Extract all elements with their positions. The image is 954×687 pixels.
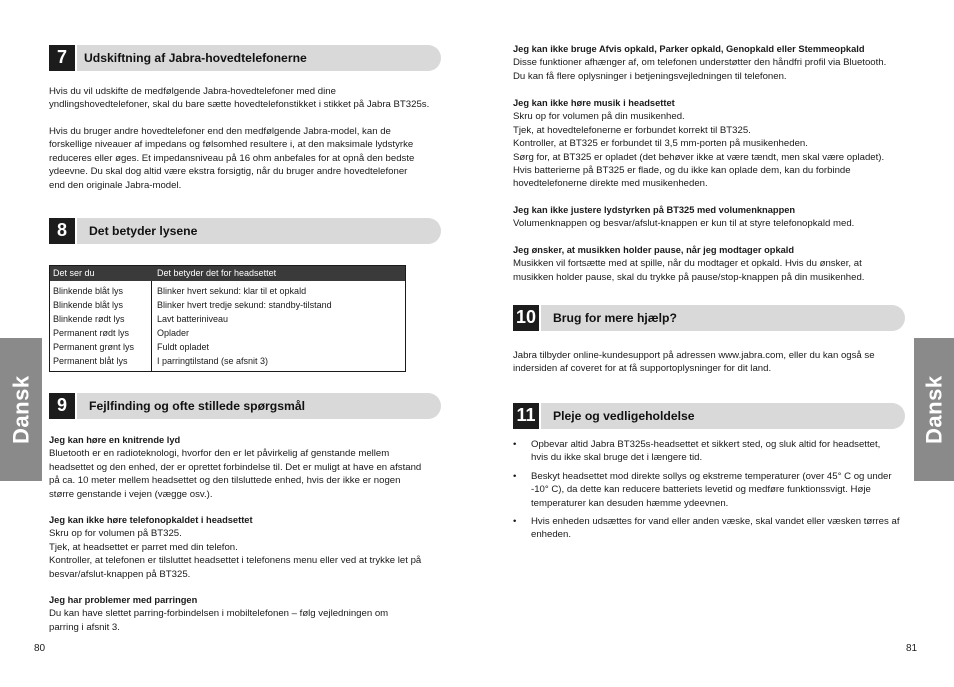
list-item: [513, 470, 899, 510]
text-line: temperaturer kan desuden hæmme ydeevnen.: [531, 497, 729, 509]
care-instructions-list: [513, 438, 899, 547]
text-line: Hvis batterierne på BT325 er flade, og du ikke kan oplade dem, kan du forbinde: [513, 165, 851, 177]
text-line: Hvis du bruger andre hovedtelefoner end den medfølgende Jabra-model, kan de: [49, 126, 391, 137]
text-line: end den originale Jabra-model.: [49, 179, 182, 191]
faq-question: Jeg kan ikke bruge Afvis opkald, Parker opkald, Genopkald eller Stemmeopkald: [513, 44, 865, 54]
text-line: besvar/afslut-knappen på BT325.: [49, 568, 191, 580]
text-line: Musikken vil fortsætte med at spille, når du modtager et opkald. Hvis du ønsker, at: [513, 258, 862, 270]
text-line: indersiden af coveret for at få supportoplysninger for dit land.: [513, 363, 772, 375]
table-cell: Blinker hvert tredje sekund: standby-tilstand: [157, 300, 332, 310]
text-line: på ca. 10 meter mellem headsettet og den tilsluttede enhed, hvis der ikke er nogen: [49, 475, 401, 487]
text-line: ydeevne. Du skal dog altid være ekstra forsigtig, når du bruger andre hovedtelefoner: [49, 166, 408, 178]
language-tab-label: Dansk: [8, 375, 34, 444]
table-row: [50, 312, 405, 326]
section-7-paragraph-1: [49, 85, 429, 112]
table-row: [50, 284, 405, 298]
faq-call-functions: [513, 43, 886, 83]
section-7-paragraph-2: [49, 125, 414, 192]
faq-music-pause: [513, 244, 864, 284]
list-item: [513, 438, 899, 465]
section-9-header: [49, 393, 441, 419]
text-line: større genstande i vejen (vægge osv.).: [49, 488, 213, 500]
text-line: enheden.: [531, 529, 572, 541]
faq-question: Jeg ønsker, at musikken holder pause, når jeg modtager opkald: [513, 245, 795, 255]
section-10-paragraph: [513, 349, 875, 376]
section-11-header: [513, 403, 905, 429]
section-title: Brug for mere hjælp?: [553, 311, 677, 325]
section-number: 8: [49, 218, 75, 244]
table-cell: Permanent grønt lys: [53, 342, 135, 352]
text-line: Tjek, at hovedtelefonerne er forbundet korrekt til BT325.: [513, 124, 751, 136]
section-number: 9: [49, 393, 75, 419]
faq-crackling-sound: [49, 434, 421, 501]
text-line: Hvis du vil udskifte de medfølgende Jabra-hovedtelefoner med dine: [49, 86, 336, 97]
language-side-tab-left: [0, 338, 42, 481]
table-cell: Permanent blåt lys: [53, 356, 128, 366]
table-row: [50, 340, 405, 354]
text-line: -10° C), da dette kan reducere batteriets levetid og medføre funktionssvigt. Høje: [531, 484, 871, 496]
text-line: Disse funktioner afhænger af, om telefonen understøtter den håndfri profil via Bluetooth.: [513, 57, 887, 69]
section-title: Udskiftning af Jabra-hovedtelefonerne: [84, 51, 307, 65]
text-line: • Beskyt headsettet mod direkte sollys og ekstreme temperaturer (over 45° C og under: [531, 470, 892, 482]
table-cell: Blinkende blåt lys: [53, 286, 124, 296]
table-cell: Blinkende blåt lys: [53, 300, 124, 310]
table-row: [50, 298, 405, 312]
section-8-header: [49, 218, 441, 244]
section-number: 7: [49, 45, 75, 71]
text-line: musikken holder pause, skal du trykke på pause/stop-knappen på din musikenhed.: [513, 271, 865, 283]
text-line: Bluetooth er en radioteknologi, hvorfor den er let påvirkelig af genstande mellem: [49, 448, 390, 460]
faq-question: Jeg kan høre en knitrende lyd: [49, 435, 181, 445]
faq-question: Jeg kan ikke høre musik i headsettet: [513, 98, 675, 108]
text-line: Skru op for volumen på BT325.: [49, 528, 182, 540]
faq-volume-button: [513, 204, 854, 231]
table-header-cell: Det ser du: [53, 268, 95, 278]
right-page: [477, 0, 954, 687]
text-line: yndlingshovedtelefoner, skal du bare sætte hovedtelefonstikket i stikket på Jabra BT325s.: [49, 99, 430, 111]
text-line: hovedtelefonerne direkte med musikenheden.: [513, 178, 708, 190]
section-10-header: [513, 305, 905, 331]
text-line: • Hvis enheden udsættes for vand eller anden væske, skal vandet eller væsken tørres af: [531, 516, 900, 528]
faq-question: Jeg kan ikke justere lydstyrken på BT325 med volumenknappen: [513, 205, 796, 215]
language-side-tab-right: [914, 338, 954, 481]
table-cell: Permanent rødt lys: [53, 328, 130, 338]
page-number-right: 81: [906, 643, 918, 654]
text-line: Jabra tilbyder online-kundesupport på adressen www.jabra.com, eller du kan også se: [513, 350, 875, 361]
text-line: forskellige niveauer af impedans og følsomhed resultere i, at den maksimale lydstyrke: [49, 139, 414, 151]
text-line: Volumenknappen og besvar/afslut-knappen er kun til at styre telefonopkald med.: [513, 218, 855, 230]
text-line: headsettet og den enhed, der er oprettet forbindelse til. Det er muligt at have en afstand: [49, 461, 422, 473]
text-line: parring i afsnit 3.: [49, 621, 120, 633]
page-number-left: 80: [34, 643, 46, 654]
section-number: 10: [513, 305, 539, 331]
table-cell: I parringtilstand (se afsnit 3): [157, 356, 269, 366]
text-line: Sørg for, at BT325 er opladet (det behøver ikke at være tændt, men skal være opladet).: [513, 151, 885, 163]
text-line: hvis du ikke skal bruge det i længere tid.: [531, 452, 703, 464]
list-item: [513, 515, 899, 542]
table-cell: Blinkende rødt lys: [53, 314, 125, 324]
table-header-cell: Det betyder det for headsettet: [157, 268, 277, 278]
section-title: Pleje og vedligeholdelse: [553, 409, 695, 423]
table-cell: Oplader: [157, 328, 190, 338]
text-line: Tjek, at headsettet er parret med din telefon.: [49, 541, 238, 553]
table-cell: Lavt batteriniveau: [157, 314, 229, 324]
text-line: Skru op for volumen på din musikenhed.: [513, 111, 685, 123]
language-tab-label: Dansk: [921, 375, 947, 444]
faq-question: Jeg kan ikke høre telefonopkaldet i headsettet: [49, 515, 253, 525]
table-cell: Blinker hvert sekund: klar til et opkald: [157, 286, 307, 296]
faq-pairing-problems: [49, 594, 388, 634]
light-indicator-table: [49, 265, 406, 372]
section-7-header: [49, 45, 441, 71]
section-title: Det betyder lysene: [89, 224, 198, 238]
text-line: • Opbevar altid Jabra BT325s-headsettet et sikkert sted, og sluk altid for headsettet,: [531, 439, 881, 450]
faq-question: Jeg har problemer med parringen: [49, 595, 198, 605]
table-row: [50, 354, 405, 368]
text-line: Kontroller, at BT325 er forbundet til 3,5 mm-porten på musikenheden.: [513, 138, 808, 150]
section-title: Fejlfinding og ofte stillede spørgsmål: [89, 399, 306, 413]
text-line: reduceres eller øges. Et impedansniveau på 16 ohm anbefales for at opnå den bedste: [49, 152, 415, 164]
table-row: [50, 326, 405, 340]
text-line: Du kan få flere oplysninger i betjeningsvejledningen til telefonen.: [513, 70, 787, 82]
faq-no-call-audio: [49, 514, 421, 581]
faq-no-music: [513, 97, 884, 191]
table-header-row: [50, 266, 405, 281]
section-number: 11: [513, 403, 539, 429]
table-cell: Fuldt opladet: [157, 342, 210, 352]
text-line: Du kan have slettet parring-forbindelsen i mobiltelefonen – følg vejledningen om: [49, 608, 389, 620]
text-line: Kontroller, at telefonen er tilsluttet headsettet i telefonens menu eller ved at trykke let på: [49, 555, 422, 567]
